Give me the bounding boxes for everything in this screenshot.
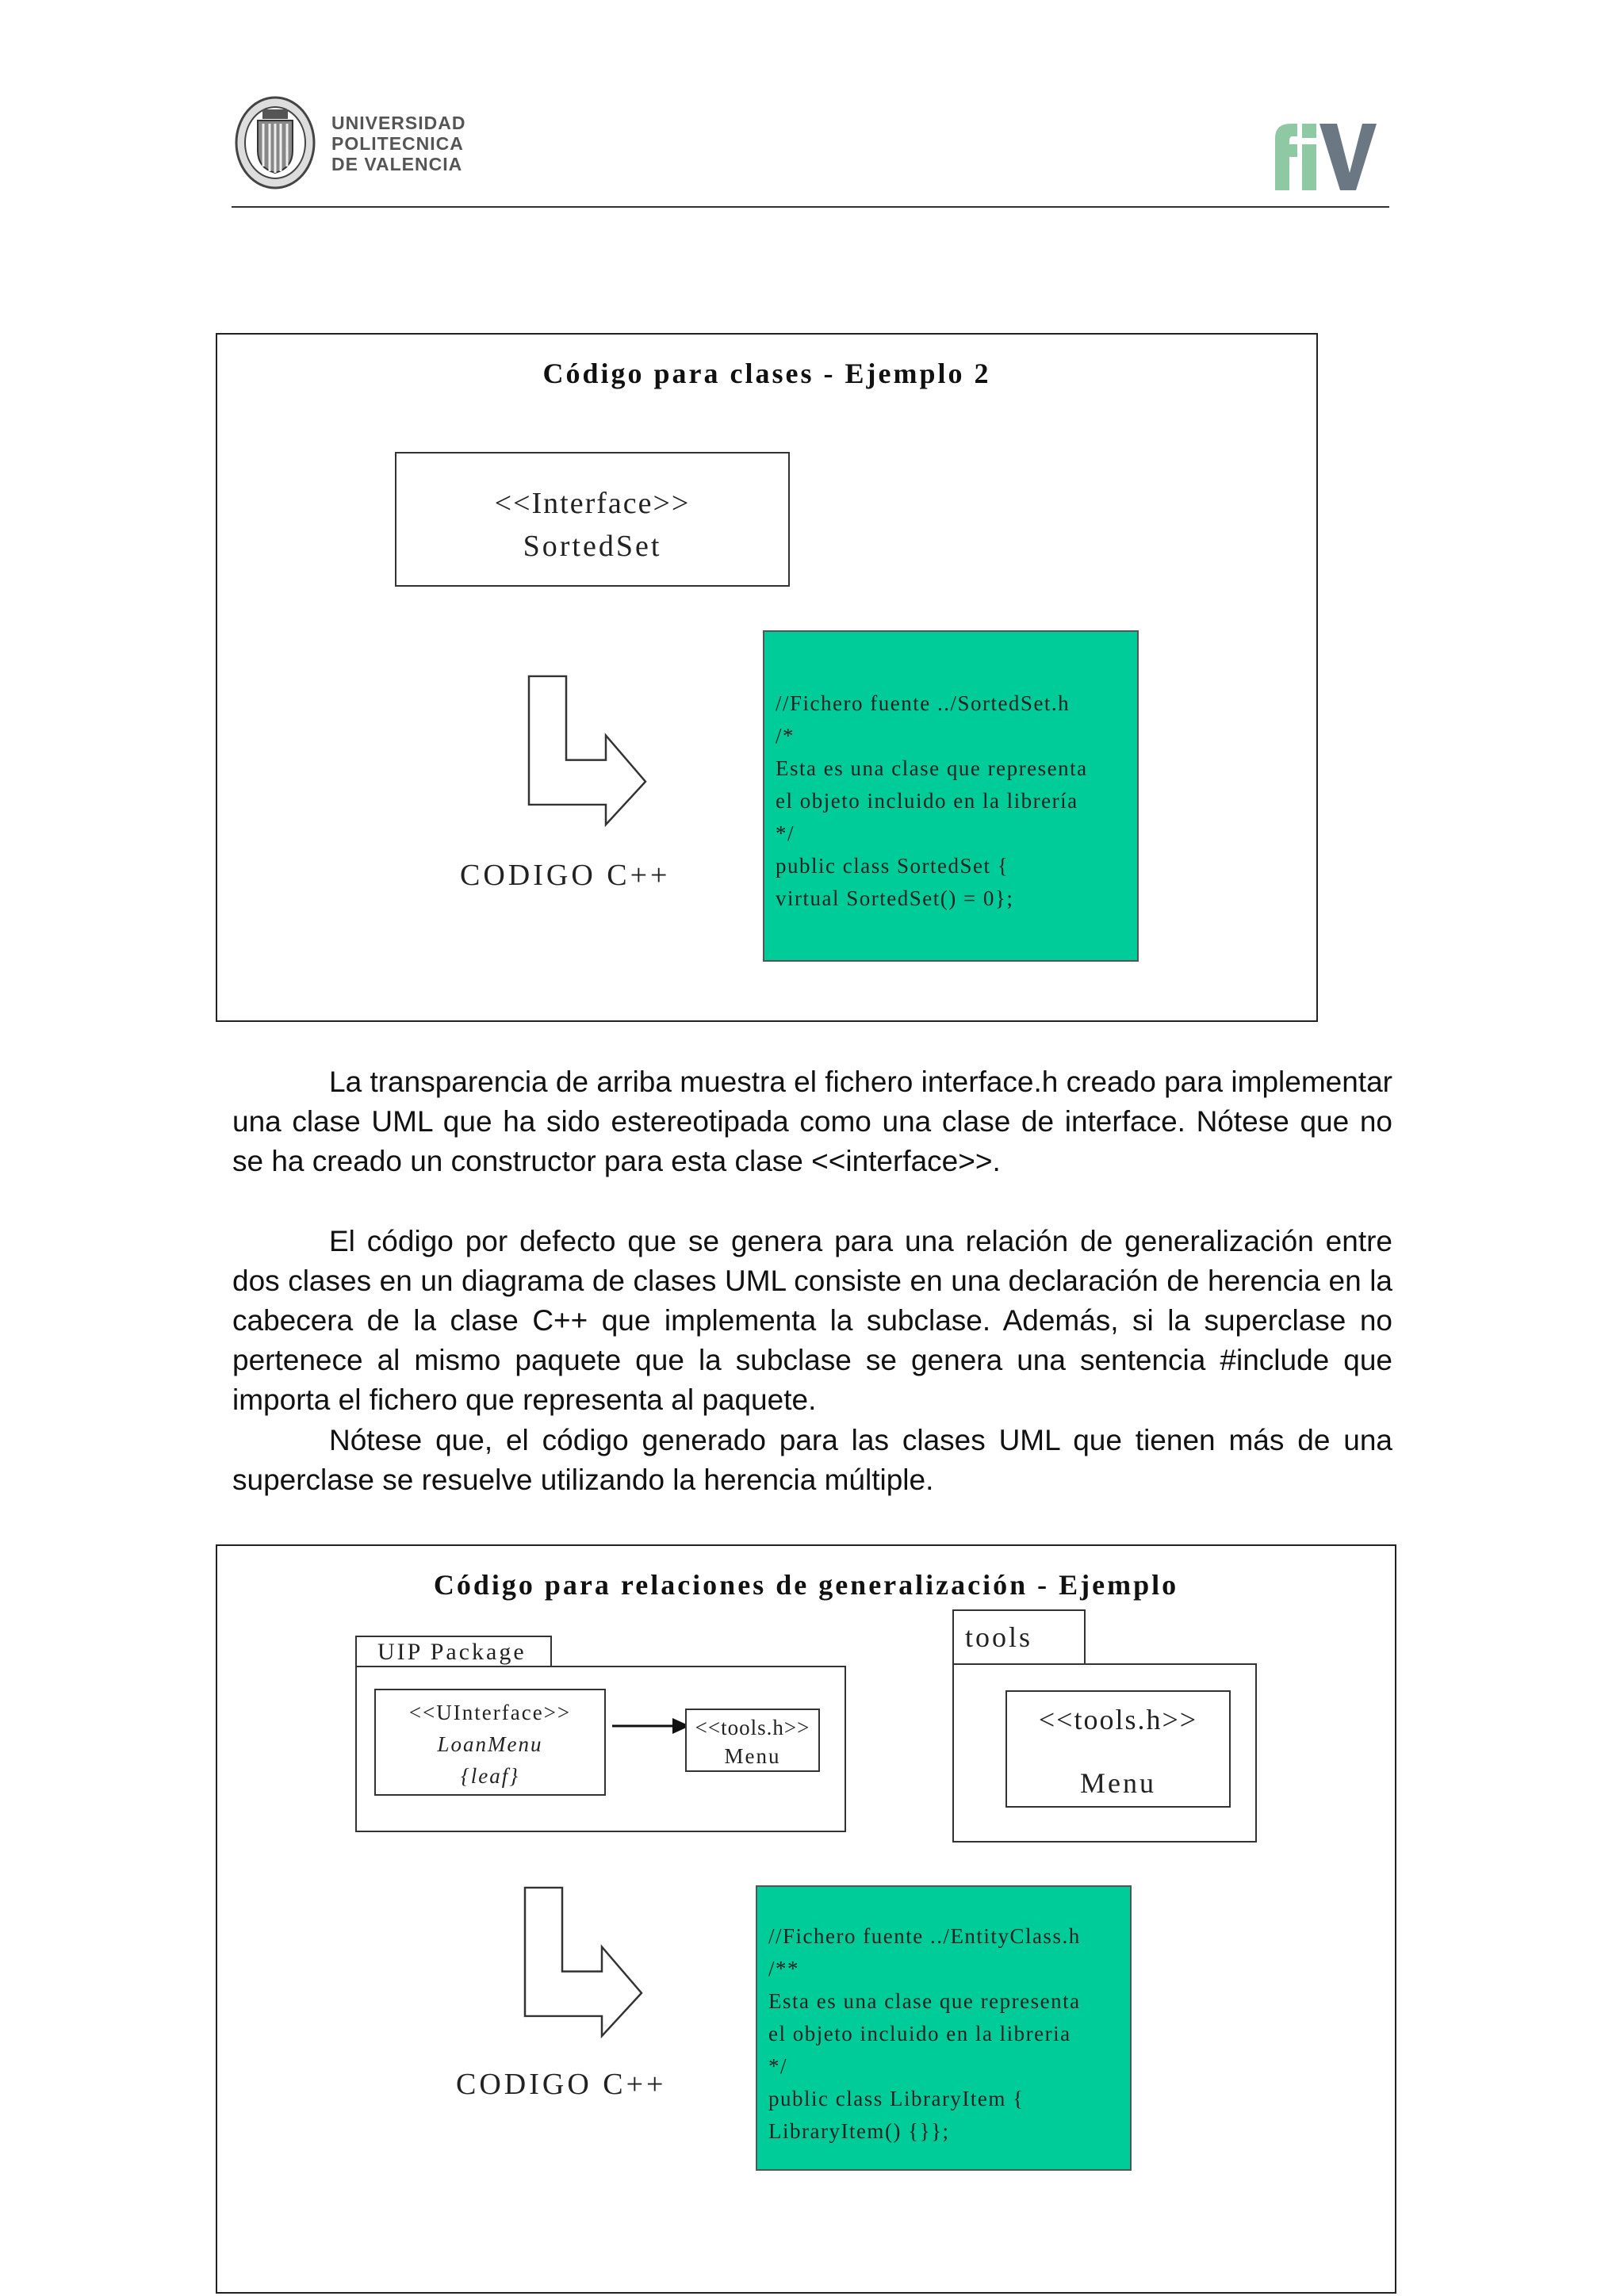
- cpp-code-label: CODIGO C++: [456, 2068, 667, 2101]
- paragraph: La transparencia de arriba muestra el fichero interface.h creado para implementar una clase UML que ha sido estereotipada como una clase de interface. Nótese que no se ha creado un constructor para esta clase <<interface>>.: [232, 1066, 1392, 1177]
- faculty-logo-icon: [1258, 111, 1377, 198]
- class-stereotype: <<tools.h>>: [1038, 1704, 1198, 1735]
- code-line: /*: [776, 724, 795, 748]
- code-line: public class LibraryItem {: [768, 2087, 1025, 2110]
- class-box-menu-ref: [685, 1709, 820, 1772]
- class-name: LoanMenu: [437, 1732, 543, 1756]
- bent-arrow-right-icon: [523, 1885, 646, 2039]
- header-divider: [232, 206, 1389, 208]
- code-line: */: [776, 821, 795, 845]
- class-stereotype: <<UInterface>>: [408, 1701, 572, 1724]
- code-line: /**: [768, 1957, 800, 1980]
- university-name-line: UNIVERSIDAD: [331, 113, 466, 133]
- slide-title: Código para clases - Ejemplo 2: [542, 358, 991, 389]
- class-constraint: {leaf}: [460, 1764, 520, 1788]
- package-tab: tools: [952, 1609, 1086, 1665]
- interface-class-box: [395, 452, 790, 587]
- university-name-line: DE VALENCIA: [331, 154, 463, 174]
- code-line: //Fichero fuente ../SortedSet.h: [776, 691, 1071, 715]
- code-line: */: [768, 2054, 788, 2078]
- class-stereotype: <<Interface>>: [494, 487, 691, 520]
- code-line: //Fichero fuente ../EntityClass.h: [768, 1924, 1081, 1948]
- code-line: Esta es una clase que representa: [768, 1989, 1081, 2013]
- bent-arrow-right-icon: [527, 674, 650, 828]
- code-line: Esta es una clase que representa: [776, 756, 1088, 780]
- class-name: SortedSet: [523, 530, 662, 563]
- package-tab: UIP Package: [355, 1636, 552, 1667]
- slide-title: Código para relaciones de generalización - Ejemplo: [433, 1569, 1179, 1601]
- paragraph: Nótese que, el código generado para las clases UML que tienen más de una superclase se resuelve utilizando la herencia múltiple.: [232, 1424, 1392, 1496]
- code-line: virtual SortedSet() = 0};: [776, 886, 1014, 910]
- cpp-code-label: CODIGO C++: [460, 859, 671, 892]
- code-line: el objeto incluido en la librería: [776, 789, 1078, 813]
- university-seal-icon: [234, 95, 317, 190]
- university-name-line: POLITECNICA: [331, 133, 464, 154]
- code-line: public class SortedSet {: [776, 854, 1009, 878]
- class-box-menu: [1005, 1690, 1231, 1808]
- code-line: el objeto incluido en la libreria: [768, 2022, 1071, 2045]
- paragraph: El código por defecto que se genera para una relación de generalización entre dos clases en un diagrama de clases UML consiste en una declaración de herencia en la cabecera de la clase C++ que implementa la subclase. Además, si la superclase no pertenece al mismo paquete que la subclase se genera una sentencia #include que importa el fichero que representa al paquete.: [232, 1225, 1392, 1416]
- cpp-code-block: [756, 1885, 1132, 2171]
- class-name: Menu: [724, 1744, 781, 1768]
- class-name: Menu: [1080, 1767, 1156, 1799]
- code-line: LibraryItem() {}};: [768, 2119, 950, 2143]
- generalization-arrow: [612, 1714, 691, 1738]
- class-box-loanmenu: [374, 1689, 606, 1796]
- cpp-code-block: [763, 630, 1139, 962]
- class-stereotype: <<tools.h>>: [695, 1716, 810, 1739]
